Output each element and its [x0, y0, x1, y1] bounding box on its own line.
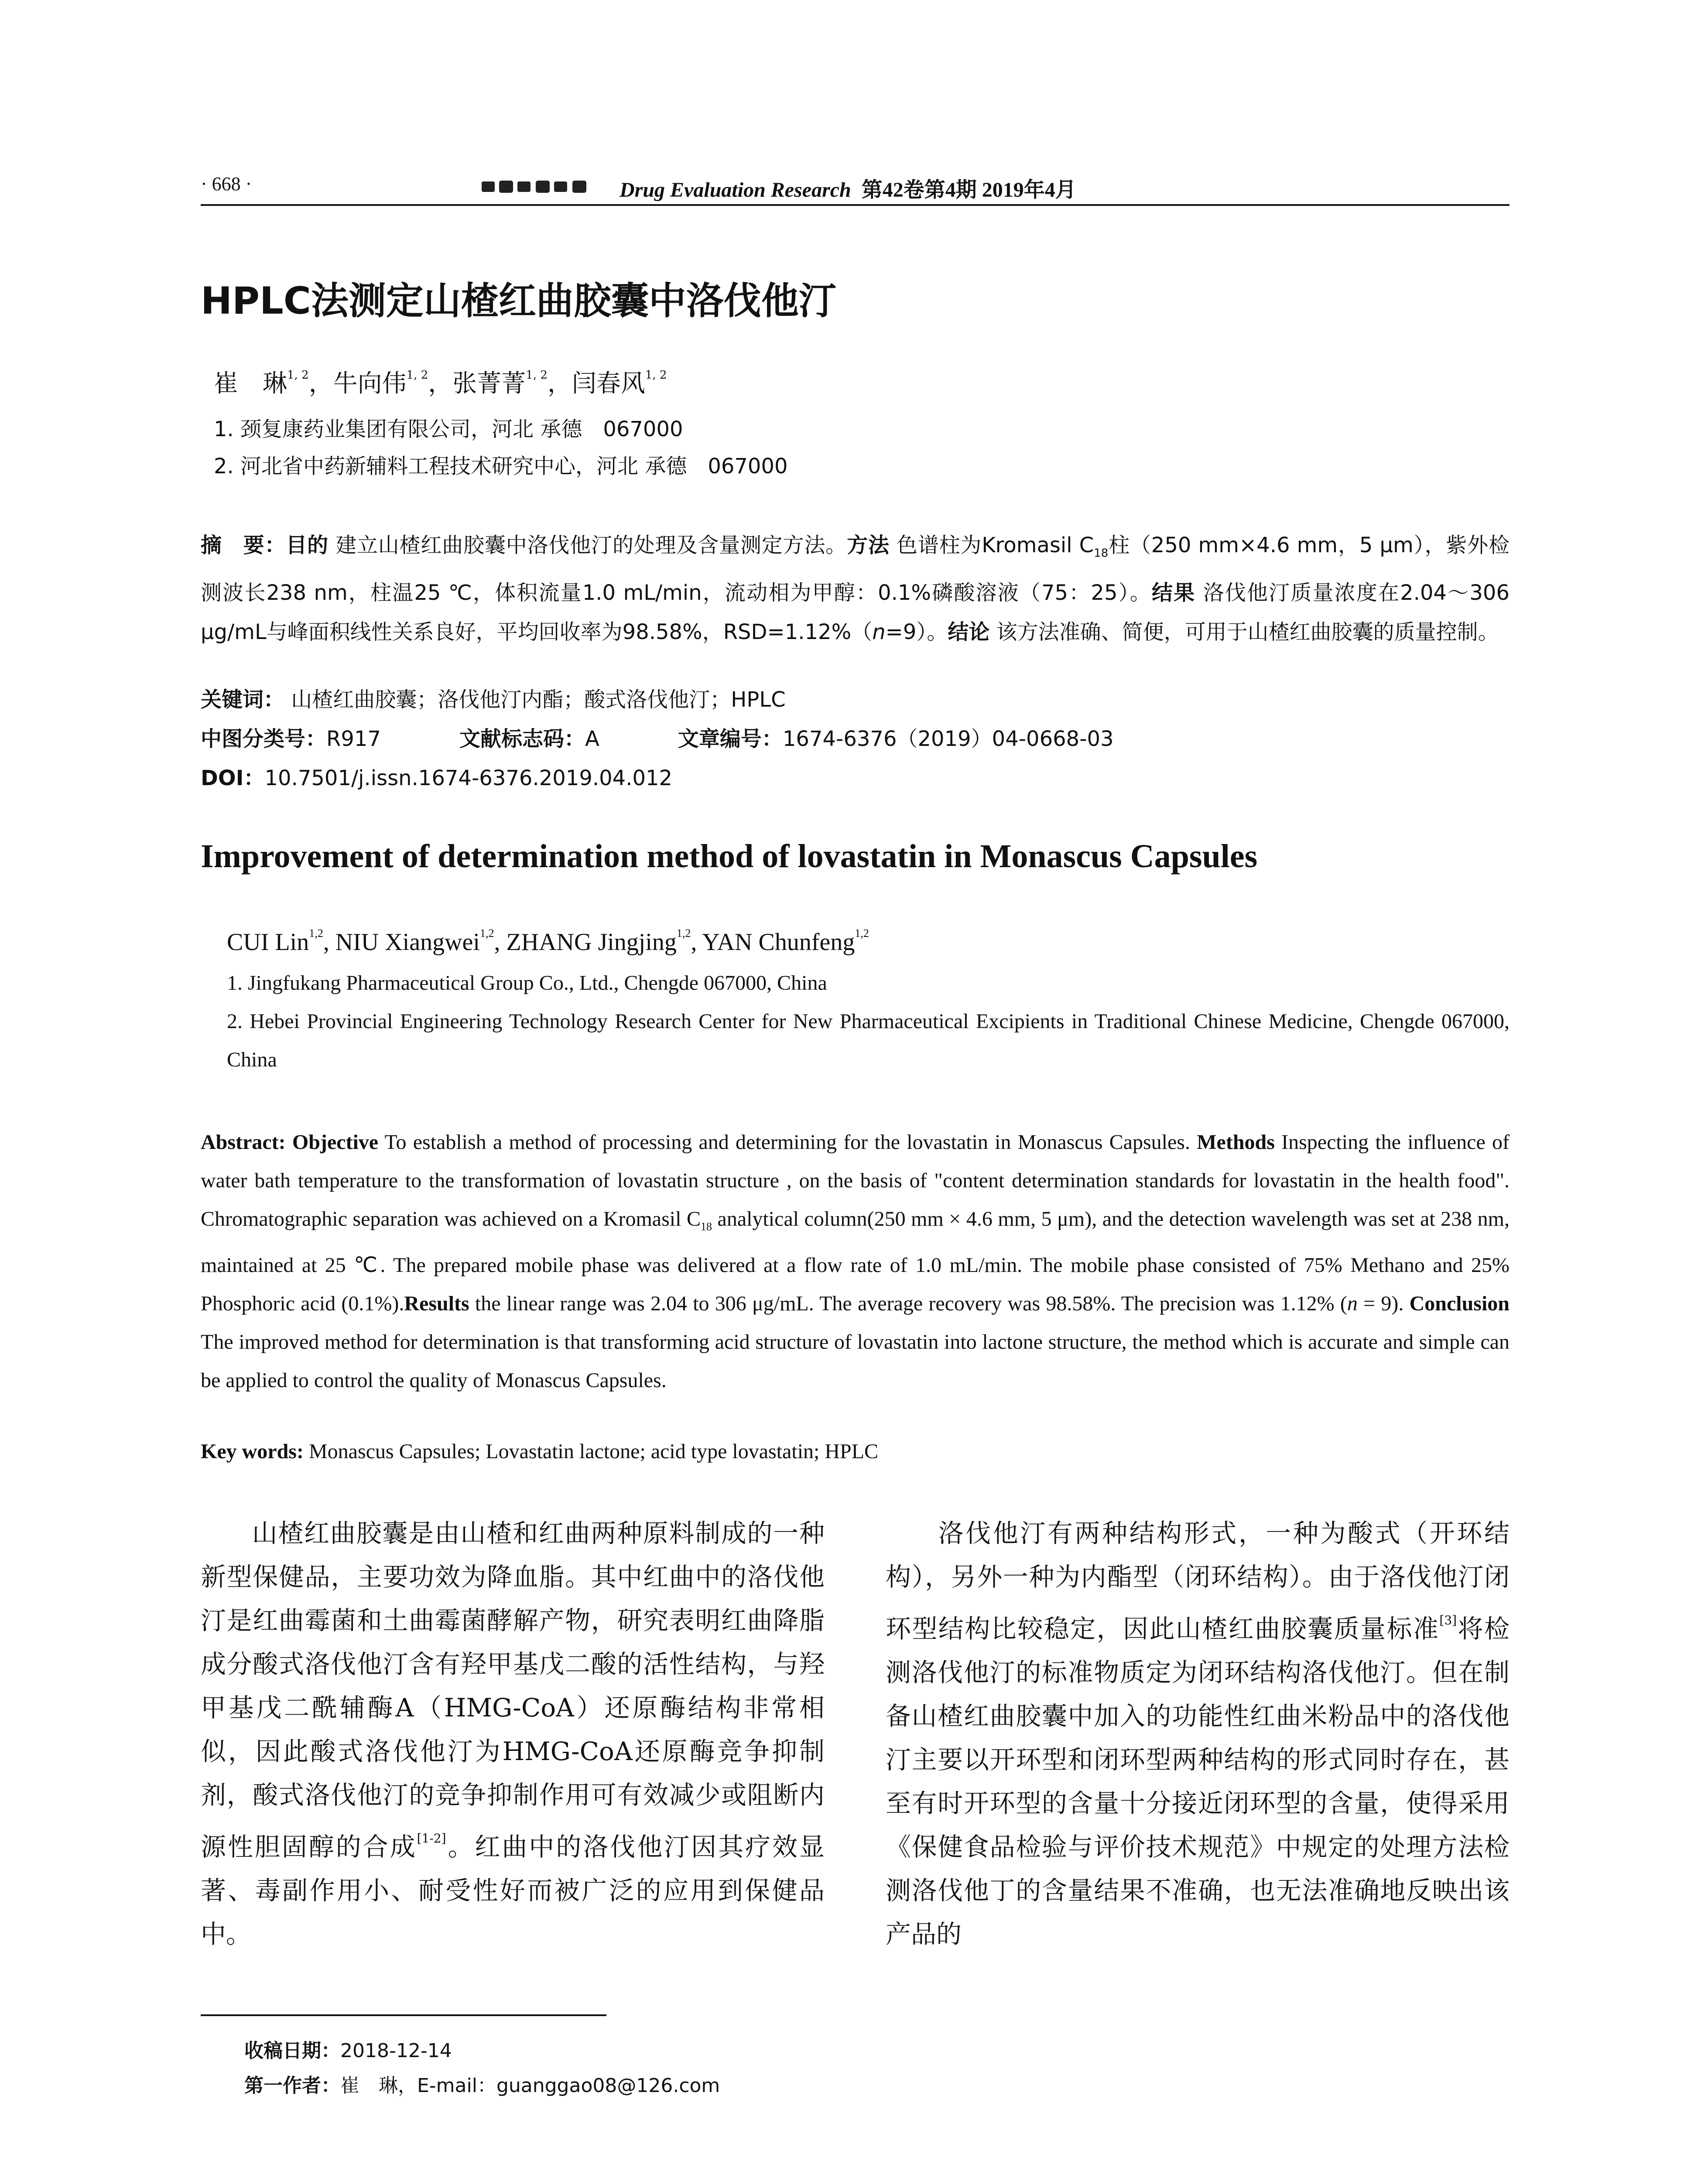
methods-text-cont: analytical column(250 mm × 4.6 mm, 5 μm), and the detection wavelength was set at 238 nm, maintained at 25 ℃. The prepared mobile phase was delivered at a flow rate of 1.0 mL/min. The mobile phase consisted of 75% Methano and 25% Phosphoric acid (0.1%).: [201, 1207, 1509, 1315]
author-aff: 1, 2: [645, 369, 667, 382]
conclusion-label: Conclusion: [1409, 1292, 1509, 1315]
objective-label: 目的: [286, 533, 329, 557]
doc-code-label: 文献标志码：: [459, 727, 585, 751]
classification-line: [201, 722, 1114, 752]
received-date: 2018-12-14: [340, 2040, 452, 2062]
conclusion-label: 结论: [948, 619, 990, 644]
conclusion-text: The improved method for determination is that transforming acid structure of lovastatin into lactone structure, the method which is accurate and simple can be applied to control the quality of Monascus Capsules.: [201, 1330, 1509, 1392]
authors-en: [227, 927, 869, 956]
author-sep: ,: [323, 929, 335, 956]
abstract-en: [201, 1123, 1509, 1400]
n-symbol: n: [1347, 1292, 1358, 1315]
doi-value: 10.7501/j.issn.1674-6376.2019.04.012: [264, 766, 673, 790]
keywords-text: Monascus Capsules; Lovastatin lactone; acid type lovastatin; HPLC: [303, 1440, 879, 1463]
author-sep: ,: [494, 929, 507, 956]
author-aff: 1,2: [309, 927, 323, 940]
results-text-cont: =9）。: [885, 619, 948, 644]
first-author-label: 第一作者：: [244, 2075, 340, 2097]
citation: [3]: [1439, 1613, 1457, 1627]
body-paragraph: 山楂红曲胶囊是由山楂和红曲两种原料制成的一种新型保健品，主要功效为降血脂。其中红曲中的洛伐他汀是红曲霉菌和土曲霉菌酵解产物，研究表明红曲降脂成分酸式洛伐他汀含有羟甲基戊二酸的活性结构，与羟甲基戊二酰辅酶A（HMG-CoA）还原酶结构非常相似，因此酸式洛伐他汀为HMG-CoA还原酶竞争抑制剂，酸式洛伐他汀的竞争抑制作用可有效减少或阻断内源性胆固醇的合成: [201, 1518, 825, 1862]
keywords-label: Key words:: [201, 1440, 304, 1463]
body-column-left: [201, 1511, 825, 1956]
body-column-right: [886, 1511, 1509, 1956]
author-sep: ,: [691, 929, 702, 956]
journal-name: Drug Evaluation Research: [620, 178, 851, 202]
author-name: CUI Lin: [227, 929, 309, 956]
doi-label: DOI：: [201, 766, 265, 790]
results-text-cont: = 9).: [1357, 1292, 1410, 1315]
column-subscript: 18: [1094, 547, 1109, 560]
results-label: 结果: [1151, 580, 1196, 605]
objective-text: To establish a method of processing and determining for the lovastatin in Monascus Capsules.: [378, 1131, 1197, 1154]
header-rule: [201, 204, 1509, 206]
author-aff: 1, 2: [406, 369, 428, 382]
conclusion-text: 该方法准确、简便，可用于山楂红曲胶囊的质量控制。: [996, 619, 1499, 644]
keywords-cn: [201, 683, 786, 713]
author-aff: 1,2: [676, 927, 691, 940]
keywords-text: 山楂红曲胶囊；洛伐他汀内酯；酸式洛伐他汀；HPLC: [291, 687, 786, 712]
body-paragraph-cont: 。红曲中的洛伐他汀因其疗效显著、毒副作用小、耐受性好而被广泛的应用到保健品中。: [201, 1832, 825, 1949]
doi-line: [201, 761, 672, 791]
objective-text: 建立山楂红曲胶囊中洛伐他汀的处理及含量测定方法。: [335, 533, 847, 557]
author-aff: 1,2: [479, 927, 494, 940]
author-name: 张菁菁: [452, 369, 526, 398]
first-author-info: 崔 琳，E-mail：guanggao08@126.com: [340, 2075, 720, 2097]
issue-info: 第42卷第4期 2019年4月: [861, 178, 1076, 202]
author-name: 牛向伟: [333, 369, 407, 398]
methods-text: 色谱柱为Kromasil C: [896, 533, 1094, 557]
n-symbol: n: [872, 619, 886, 644]
author-sep: ，: [547, 369, 572, 398]
author-sep: ，: [428, 369, 453, 398]
author-aff: 1, 2: [287, 369, 309, 382]
title-en: Improvement of determination method of lovastatin in Monascus Capsules: [201, 838, 1258, 875]
doc-code-value: A: [585, 727, 599, 751]
keywords-en: [201, 1439, 878, 1463]
author-name: ZHANG Jingjing: [506, 929, 677, 956]
running-header: [201, 173, 1509, 203]
author-name: 崔 琳: [214, 369, 287, 398]
abstract-label: 摘 要：: [201, 533, 286, 557]
page-number: · 668 ·: [201, 173, 252, 195]
keywords-label: 关键词：: [201, 687, 285, 712]
journal-info: [620, 173, 1076, 203]
footnote-received: [244, 2035, 452, 2063]
methods-text-cont: 柱（250 mm×4.6 mm，5 μm），紫外检测波长238 nm，柱温25 ℃，体积流量1.0 mL/min，流动相为甲醇：0.1%磷酸溶液（75：25）。: [201, 533, 1509, 605]
clc-label: 中图分类号：: [201, 727, 327, 751]
author-aff: 1,2: [855, 927, 869, 940]
received-label: 收稿日期：: [244, 2040, 340, 2062]
author-name: 闫春风: [572, 369, 645, 398]
results-label: Results: [404, 1292, 469, 1315]
footnote-author: [244, 2070, 720, 2098]
author-name: YAN Chunfeng: [702, 929, 855, 956]
body-paragraph-cont: 将检测洛伐他汀的标准物质定为闭环结构洛伐他汀。但在制备山楂红曲胶囊中加入的功能性红曲米粉品中的洛伐他汀主要以开环型和闭环型两种结构的形式同时存在，甚至有时开环型的含量十分接近闭环型的含量，使得采用《保健食品检验与评价技术规范》中规定的处理方法检测洛伐他丁的含量结果不准确，也无法准确地反映出该产品的: [886, 1614, 1509, 1949]
journal-logo: [480, 178, 593, 195]
body-paragraph: 洛伐他汀有两种结构形式，一种为酸式（开环结构），另外一种为内酯型（闭环结构）。由于洛伐他汀闭环型结构比较稳定，因此山楂红曲胶囊质量标准: [886, 1518, 1509, 1644]
author-name: NIU Xiangwei: [335, 929, 480, 956]
methods-text: Inspecting the influence of water bath temperature to the transformation of lovastatin structure , on the basis of "content determination standards for lovastatin in the health food". Chromatographic separation was achieved on a Kromasil C: [201, 1131, 1510, 1231]
column-subscript: 18: [701, 1220, 712, 1233]
author-aff: 1, 2: [526, 369, 548, 382]
title-cn: HPLC法测定山楂红曲胶囊中洛伐他汀: [201, 279, 836, 323]
article-no-value: 1674-6376（2019）04-0668-03: [782, 727, 1114, 751]
methods-label: 方法: [847, 533, 890, 557]
clc-value: R917: [326, 727, 381, 751]
abstract-cn: [201, 526, 1509, 652]
footnote-rule: [201, 2014, 606, 2016]
objective-label: Objective: [292, 1131, 379, 1154]
abstract-label: Abstract:: [201, 1131, 286, 1154]
authors-cn: [214, 364, 667, 399]
author-sep: ，: [308, 369, 333, 398]
affiliation-cn-1: 1. 颈复康药业集团有限公司，河北 承德 067000: [214, 417, 683, 441]
article-no-label: 文章编号：: [678, 727, 783, 751]
citation: [1-2]: [417, 1831, 446, 1846]
methods-label: Methods: [1197, 1131, 1275, 1154]
affiliation-cn-2: 2. 河北省中药新辅料工程技术研究中心，河北 承德 067000: [214, 454, 788, 479]
affiliation-en-1: 1. Jingfukang Pharmaceutical Group Co., Ltd., Chengde 067000, China: [227, 971, 827, 995]
affiliation-en-2: 2. Hebei Provincial Engineering Technology Research Center for New Pharmaceutical Excipients in Traditional Chinese Medicine, Chengde 067000, China: [227, 1010, 1509, 1071]
results-text: the linear range was 2.04 to 306 μg/mL. The average recovery was 98.58%. The precision was 1.12% (: [469, 1292, 1347, 1315]
results-text: 洛伐他汀质量浓度在2.04～306 μg/mL与峰面积线性关系良好，平均回收率为98.58%，RSD=1.12%（: [201, 580, 1509, 644]
